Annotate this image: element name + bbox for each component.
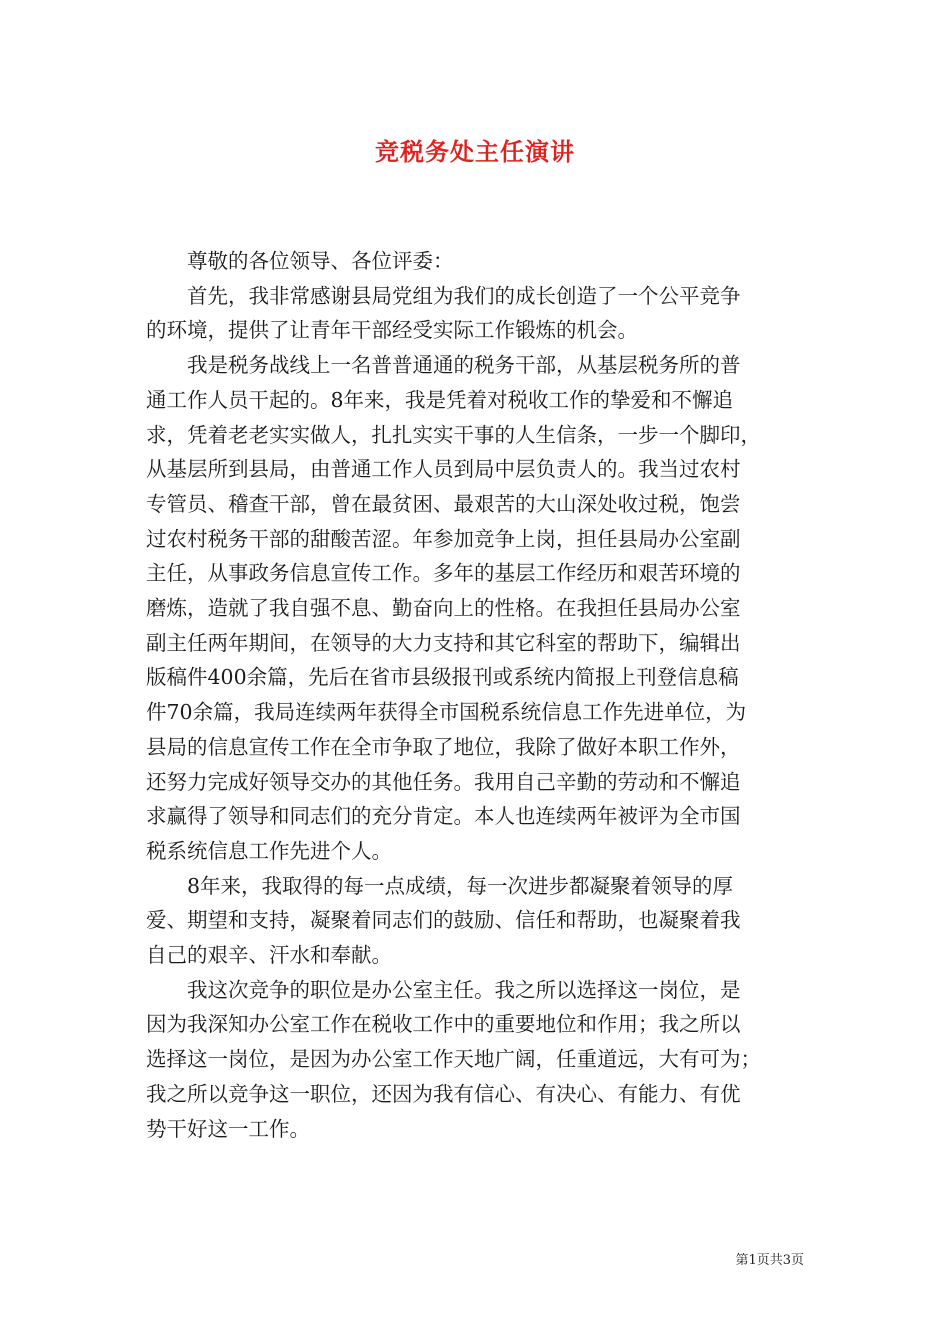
paragraph-line: 税系统信息工作先进个人。: [146, 838, 392, 863]
paragraph-line: 求，凭着老老实实做人，扎扎实实干事的人生信条，一步一个脚印，: [146, 422, 761, 447]
paragraph-line: 求赢得了领导和同志们的充分肯定。本人也连续两年被评为全市国: [146, 804, 741, 829]
paragraph-line: 8年来，我取得的每一点成绩，每一次进步都凝聚着领导的厚: [187, 873, 734, 898]
paragraph-line: 首先，我非常感谢县局党组为我们的成长创造了一个公平竞争: [187, 283, 741, 308]
paragraph-line: 版稿件400余篇，先后在省市县级报刊或系统内简报上刊登信息稿: [146, 665, 739, 690]
page-number: 第1页共3页: [735, 1253, 804, 1268]
paragraph-line: 因为我深知办公室工作在税收工作中的重要地位和作用；我之所以: [146, 1012, 741, 1037]
paragraph-line: 磨炼，造就了我自强不息、勤奋向上的性格。在我担任县局办公室: [146, 596, 741, 621]
paragraph-line: 副主任两年期间，在领导的大力支持和其它科室的帮助下，编辑出: [146, 630, 741, 655]
paragraph-line: 我这次竞争的职位是办公室主任。我之所以选择这一岗位，是: [187, 977, 741, 1002]
paragraph-line: 我是税务战线上一名普普通通的税务干部，从基层税务所的普: [187, 353, 741, 378]
paragraph-line: 还努力完成好领导交办的其他任务。我用自己辛勤的劳动和不懈追: [146, 769, 741, 794]
paragraph: [146, 973, 816, 1147]
page-title: 竞税务处主任演讲: [375, 137, 575, 166]
paragraph-line: 过农村税务干部的甜酸苦涩。年参加竞争上岗，担任县局办公室副: [146, 526, 741, 551]
paragraph-line: 爱、期望和支持，凝聚着同志们的鼓励、信任和帮助，也凝聚着我: [146, 908, 741, 933]
paragraph: [146, 348, 816, 869]
paragraph-line: 我之所以竞争这一职位，还因为我有信心、有决心、有能力、有优: [146, 1081, 741, 1106]
paragraph-line: 专管员、稽查干部，曾在最贫困、最艰苦的大山深处收过税，饱尝: [146, 491, 741, 516]
greeting: 尊敬的各位领导、各位评委：: [187, 249, 454, 273]
paragraph-line: 件70余篇，我局连续两年获得全市国税系统信息工作先进单位，为: [146, 700, 747, 725]
paragraph-list: [146, 279, 816, 1147]
paragraph: [146, 869, 816, 973]
paragraph-line: 势干好这一工作。: [146, 1116, 310, 1141]
paragraph-line: 主任，从事政务信息宣传工作。多年的基层工作经历和艰苦环境的: [146, 561, 741, 586]
paragraph-line: 自己的艰辛、汗水和奉献。: [146, 943, 392, 968]
paragraph-line: 的环境，提供了让青年干部经受实际工作锻炼的机会。: [146, 318, 638, 343]
paragraph-line: 选择这一岗位，是因为办公室工作天地广阔，任重道远，大有可为；: [146, 1047, 761, 1072]
paragraph-line: 通工作人员干起的。8年来，我是凭着对税收工作的挚爱和不懈追: [146, 387, 734, 412]
paragraph-line: 从基层所到县局，由普通工作人员到局中层负责人的。我当过农村: [146, 457, 741, 482]
document-body: [146, 244, 816, 1146]
paragraph-line: 县局的信息宣传工作在全市争取了地位，我除了做好本职工作外，: [146, 734, 741, 759]
paragraph: [146, 279, 816, 348]
